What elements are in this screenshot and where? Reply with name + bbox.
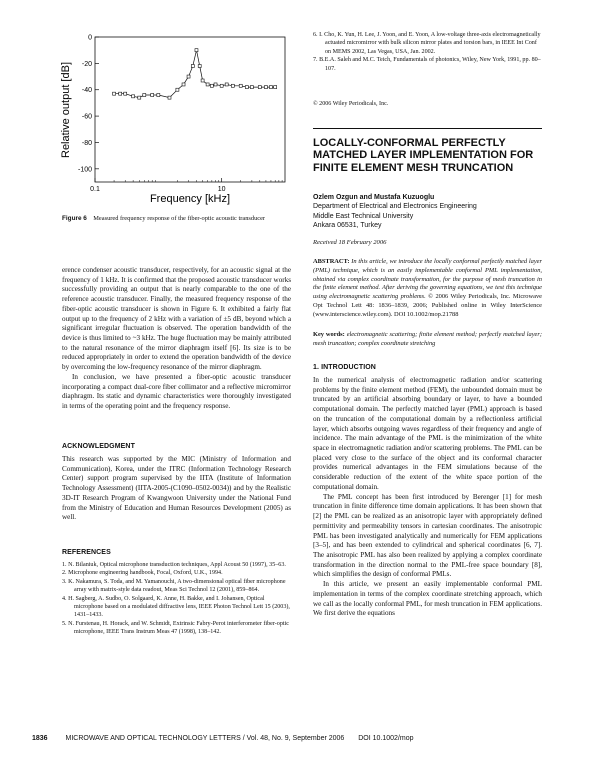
data-point <box>206 83 209 86</box>
authors: Ozlem Ozgun and Mustafa Kuzuoglu <box>313 194 435 201</box>
keywords-label: Key words: <box>313 331 345 338</box>
doi-text: DOI 10.1002/mop <box>358 735 414 742</box>
reference-item: 7. B.E.A. Saleh and M.C. Teich, Fundamentals of photonics, Wiley, New York, 1991, pp. 80–107. <box>313 57 541 72</box>
intro-heading: 1. INTRODUCTION <box>313 364 376 371</box>
figure-label: Figure 6 <box>62 215 87 222</box>
y-tick-label: -20 <box>81 60 92 68</box>
ack-heading: ACKNOWLEDGMENT <box>62 443 135 450</box>
received-date: Received 18 February 2006 <box>313 239 387 246</box>
body-paragraph: erence condenser acoustic transducer, respectively, for an acoustic signal at the frequency of 1 kHz. It is confirmed that the proposed acoustic transducer works successfully providing an output that is nearly comparable to the one of the reference acoustic transducer. Finally, the measured frequency response of the fiber-optic acoustic transducer is shown in Figure 6. It exhibited a fairly flat output up to the frequency of 2 kHz with a variation of ±5 dB, beyond which a significant irregular fluctuation is observed. The operation bandwidth of the device is thus limited to ~3 kHz. The huge fluctuation may be mainly attributed to the natural resonance of the mirror diaphragm itself [6]. Its size is to be reduced appropriately in order to extend the operation bandwidth of the device by overcoming the low-frequency resonance of the mirror diaphragm. <box>62 266 291 372</box>
keywords-text: electromagnetic scattering; finite element method; perfectly matched layer; mesh truncation; complex coordinate stretching <box>313 331 542 347</box>
article-title: LOCALLY-CONFORMAL PERFECTLY MATCHED LAYER IMPLEMENTATION FOR FINITE ELEMENT MESH TRUNCATION <box>313 137 534 174</box>
abstract-label: ABSTRACT: <box>313 258 350 265</box>
data-point <box>124 92 127 95</box>
response-line <box>114 50 275 97</box>
y-axis-label: Relative output [dB] <box>60 61 72 159</box>
data-point <box>201 79 204 82</box>
journal-name: MICROWAVE AND OPTICAL TECHNOLOGY LETTERS <box>65 735 241 742</box>
affiliation-line: Middle East Technical University <box>313 212 414 220</box>
data-point <box>269 86 272 89</box>
figure-caption <box>62 215 291 223</box>
figure-caption-text: Measured frequency response of the fiber-optic acoustic transducer <box>93 215 266 222</box>
reference-item: 2. Microphone engineering handbook, Focal, Oxford, U.K., 1994. <box>62 570 223 577</box>
abstract-citation: © 2006 Wiley Periodicals, Inc. Microwave Opt Technol Lett 48: 1836–1839, 2006; Published online in Wiley InterScience (www.interscience.wiley.com). DOI 10.1002/mop.21788 <box>313 293 542 318</box>
data-point <box>214 83 217 86</box>
reference-item: 3. K. Nakamura, S. Toda, and M. Yamanouchi, A two-dimensional optical fiber microphone array with matrix-style data readout, Meas Sci Technol 12 (2001), 859–864. <box>62 578 286 594</box>
data-point <box>176 88 179 91</box>
affiliation-line: Department of Electrical and Electronics Engineering <box>313 203 477 211</box>
reference-item: 1. N. Bilaniuk, Optical microphone transduction techniques, Appl Acoust 50 (1997), 35–63. <box>62 562 286 568</box>
title-rule <box>313 128 542 129</box>
reference-item: 6. I. Cho, K. Yun, H. Lee, J. Yoon, and E. Yoon, A low-voltage three-axis electromagnetically actuated micromirror with bulk silicon mirror plates and torsion bars, in IEEE Int Conf on MEMS 2002, Las Vegas, USA, Jan. 2002. <box>313 32 541 55</box>
author-block <box>313 193 542 231</box>
left-column-body <box>62 266 291 412</box>
data-point <box>182 83 185 86</box>
plot-frame <box>95 37 285 182</box>
intro-body <box>313 376 542 619</box>
x-axis-label: Frequency [kHz] <box>149 193 231 205</box>
keywords <box>313 331 542 349</box>
body-paragraph: The PML concept has been first introduced by Berenger [1] for mesh truncation in finite difference time domain applications. It has been shown that [2] the PML can be realized as an anisotropic layer with appropriately defined permittivity and permeability tensors in cartesian coordinates. The anisotropic PML has been investigated analytically and numerically for FEM applications [3–5], and has been extended to cylindrical and spherical coordinates [6, 7]. The anisotropic PML has also been realized by applying a complex coordinate transformation in the direction normal to the PML-free space boundary [8], which simplifies the design of conformal PMLs. <box>313 492 542 579</box>
data-point <box>225 83 228 86</box>
data-point <box>195 49 198 52</box>
data-point <box>132 95 135 98</box>
references-heading: REFERENCES <box>62 549 111 556</box>
references-continued <box>313 31 542 73</box>
data-point <box>168 96 171 99</box>
data-point <box>231 84 234 87</box>
data-point <box>119 92 122 95</box>
x-tick-label: 10 <box>217 186 226 193</box>
x-tick-label: 0.1 <box>90 186 100 193</box>
data-point <box>191 65 194 68</box>
ack-text: This research was supported by the MIC (Ministry of Information and Communication), Korea, under the ITRC (Information Technology Research Center) support program supervised by the IITA (Institute of Information Technology Assessment) (IITA-2005-(C1090–0502-0034)) and by the Realistic 3D-IT Research Program of Kwangwoon University under the National Fund from the Ministry of Education and Human Resources Development (2005) as well. <box>62 455 291 522</box>
y-tick-label: 0 <box>88 34 92 42</box>
frequency-response-chart <box>55 28 295 214</box>
data-point <box>264 86 267 89</box>
copyright-line: © 2006 Wiley Periodicals, Inc. <box>313 101 389 107</box>
abstract <box>313 258 542 320</box>
data-point <box>210 84 213 87</box>
data-point <box>245 86 248 89</box>
y-tick-label: -60 <box>81 113 92 121</box>
data-point <box>239 84 242 87</box>
data-point <box>157 94 160 97</box>
data-point <box>187 75 190 78</box>
data-point <box>220 84 223 87</box>
data-point <box>274 86 277 89</box>
abstract-text: In this article, we introduce the locally conformal perfectly matched layer (PML) technique, which is an easily implementable conformal PML implementation, obtained via complex coordinate transformation, for the purpose of mesh truncation in the finite element method. After deriving the governing equations, we test this technique using electromagnetic scattering problems. <box>313 258 542 301</box>
y-tick-label: -80 <box>81 139 92 147</box>
affiliation-line: Ankara 06531, Turkey <box>313 222 382 230</box>
data-point <box>151 94 154 97</box>
body-paragraph: In this article, we present an easily implementable conformal PML implementation in terms of the complex coordinate stretching approach, which we call as the locally conformal PML, for mesh truncation in FEM applications. We first derive the equations <box>313 580 542 618</box>
data-point <box>198 65 201 68</box>
y-tick-label: -100 <box>77 166 92 174</box>
data-point <box>113 92 116 95</box>
data-point <box>250 86 253 89</box>
reference-item: 5. N. Furstenau, H. Horack, and W. Schmidt, Extrinsic Fabry-Perot interferometer fiber-optic microphone, IEEE Trans Instrum Meas 47 (1998), 138–142. <box>62 620 289 636</box>
data-point <box>138 96 141 99</box>
data-point <box>143 94 146 97</box>
references-list <box>62 561 291 637</box>
page-footer: 1836 MICROWAVE AND OPTICAL TECHNOLOGY LETTERS / Vol. 48, No. 9, September 2006 DOI 10.1002/mop <box>32 735 414 742</box>
y-tick-label: -40 <box>81 87 92 95</box>
page-number: 1836 <box>32 735 48 742</box>
data-point <box>258 86 261 89</box>
journal-issue: Vol. 48, No. 9, September 2006 <box>246 735 345 742</box>
body-paragraph: In conclusion, we have presented a fiber-optic acoustic transducer incorporating a compact dual-core fiber collimator and a reflective micromirror diaphragm. Its static and dynamic characteristics were thoroughly investigated in terms of the operating point and the frequency response. <box>62 372 291 411</box>
reference-item: 4. H. Sagberg, A. Sudbo, O. Solgaard, K. Anne, H. Bakke, and I. Johansen, Optical microphone based on a modulated diffractive lens, IEEE Photon Technol Lett 15 (2003), 1431–1433. <box>62 595 290 619</box>
body-paragraph: In the numerical analysis of electromagnetic radiation and/or scattering problems by the finite element method (FEM), the unbounded domain must be truncated by an artificial absorbing boundary or layer, to have a bounded computational domain. The perfectly matched layer (PML) approach is based on the truncation of the computational domain by a reflectionless artificial layer, which absorbs outgoing waves regardless of their frequency and angle of incidence. The main advantage of the PML is the minimization of the white space in electromagnetic radiation and/or scattering problems. The PML can be placed very close to the surface of the object and its conformal character provides numerical advantages in the FEM simulations because of the considerable reduction of the extent of the white space portion of the computational domain. <box>313 376 542 491</box>
